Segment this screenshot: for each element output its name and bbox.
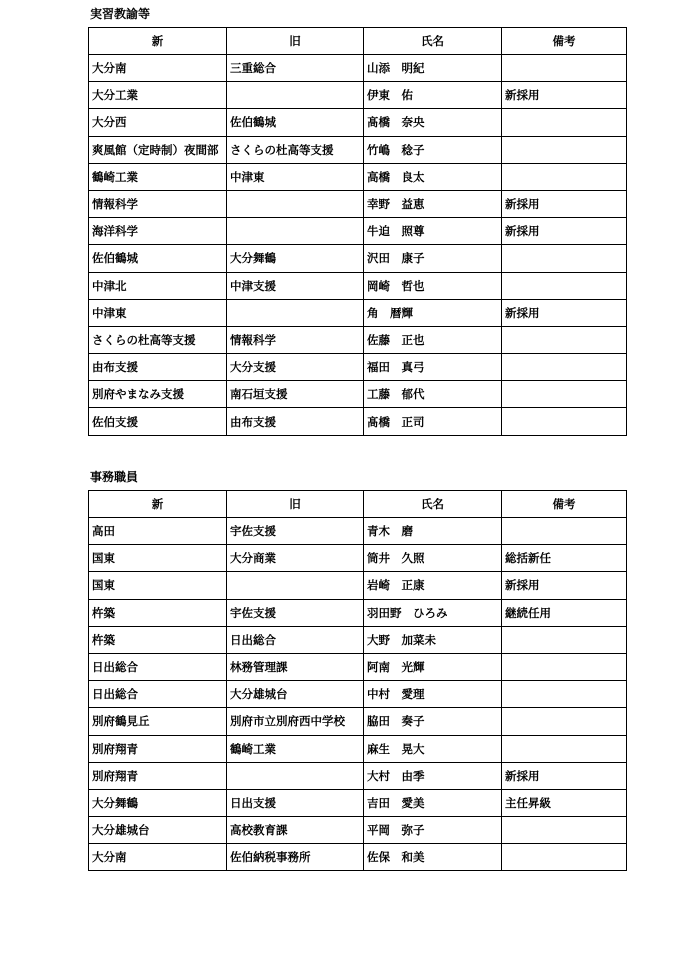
table-row <box>89 518 627 545</box>
cell-person-name: 大村 由季 <box>364 762 502 789</box>
column-header-remarks: 備考 <box>502 491 627 518</box>
cell-person-name: 岩崎 正康 <box>364 572 502 599</box>
cell-old-school: 三重総合 <box>227 55 364 82</box>
cell-new-school: 国東 <box>89 545 227 572</box>
cell-person-name: 髙橋 正司 <box>364 408 502 435</box>
cell-person-name: 青木 磨 <box>364 518 502 545</box>
cell-new-school: 別府翔青 <box>89 735 227 762</box>
cell-person-name: 高橋 良太 <box>364 163 502 190</box>
cell-person-name: 工藤 郁代 <box>364 381 502 408</box>
cell-old-school: 中津東 <box>227 163 364 190</box>
cell-remarks <box>502 381 627 408</box>
table-row <box>89 163 627 190</box>
table-row <box>89 55 627 82</box>
table-header-row <box>89 491 627 518</box>
table-row <box>89 381 627 408</box>
cell-old-school: 別府市立別府西中学校 <box>227 708 364 735</box>
cell-remarks: 新採用 <box>502 218 627 245</box>
cell-remarks <box>502 626 627 653</box>
table-row <box>89 789 627 816</box>
cell-remarks <box>502 735 627 762</box>
cell-person-name: 沢田 康子 <box>364 245 502 272</box>
cell-old-school: 日出支援 <box>227 789 364 816</box>
cell-old-school: 日出総合 <box>227 626 364 653</box>
cell-remarks <box>502 708 627 735</box>
roster-table-jisshu-kyoyu <box>88 27 627 436</box>
table-row <box>89 708 627 735</box>
cell-old-school: さくらの杜高等支援 <box>227 136 364 163</box>
cell-person-name: 佐藤 正也 <box>364 326 502 353</box>
table-row <box>89 626 627 653</box>
cell-new-school: 大分雄城台 <box>89 817 227 844</box>
column-header-name: 氏名 <box>364 491 502 518</box>
cell-new-school: 大分南 <box>89 55 227 82</box>
cell-person-name: 岡崎 哲也 <box>364 272 502 299</box>
cell-remarks <box>502 354 627 381</box>
cell-remarks <box>502 55 627 82</box>
cell-remarks: 継続任用 <box>502 599 627 626</box>
section-title-jimu-shokuin: 事務職員 <box>90 470 139 484</box>
cell-remarks <box>502 518 627 545</box>
cell-remarks <box>502 681 627 708</box>
cell-person-name: 大野 加菜未 <box>364 626 502 653</box>
cell-remarks: 新採用 <box>502 572 627 599</box>
cell-new-school: さくらの杜高等支援 <box>89 326 227 353</box>
cell-remarks <box>502 844 627 871</box>
cell-old-school <box>227 190 364 217</box>
cell-old-school <box>227 299 364 326</box>
table-row <box>89 136 627 163</box>
cell-new-school: 高田 <box>89 518 227 545</box>
column-header-new: 新 <box>89 491 227 518</box>
column-header-remarks: 備考 <box>502 28 627 55</box>
cell-new-school: 別府やまなみ支援 <box>89 381 227 408</box>
cell-person-name: 山添 明紀 <box>364 55 502 82</box>
cell-old-school: 佐伯鶴城 <box>227 109 364 136</box>
cell-remarks <box>502 109 627 136</box>
cell-new-school: 別府鶴見丘 <box>89 708 227 735</box>
table-row <box>89 354 627 381</box>
cell-remarks: 新採用 <box>502 762 627 789</box>
cell-remarks <box>502 272 627 299</box>
cell-new-school: 杵築 <box>89 599 227 626</box>
table-row <box>89 735 627 762</box>
cell-person-name: 角 暦輝 <box>364 299 502 326</box>
cell-person-name: 脇田 奏子 <box>364 708 502 735</box>
cell-old-school <box>227 762 364 789</box>
roster-table-jimu-shokuin <box>88 490 627 871</box>
cell-new-school: 大分西 <box>89 109 227 136</box>
cell-old-school: 宇佐支援 <box>227 599 364 626</box>
table-row <box>89 681 627 708</box>
cell-remarks <box>502 653 627 680</box>
cell-old-school <box>227 218 364 245</box>
cell-new-school: 佐伯鶴城 <box>89 245 227 272</box>
cell-person-name: 吉田 愛美 <box>364 789 502 816</box>
cell-old-school: 鶴崎工業 <box>227 735 364 762</box>
cell-old-school: 情報科学 <box>227 326 364 353</box>
cell-new-school: 由布支援 <box>89 354 227 381</box>
cell-person-name: 髙橋 奈央 <box>364 109 502 136</box>
cell-person-name: 麻生 晃大 <box>364 735 502 762</box>
cell-remarks: 総括新任 <box>502 545 627 572</box>
table-header-row <box>89 28 627 55</box>
cell-old-school: 大分雄城台 <box>227 681 364 708</box>
cell-old-school: 南石垣支援 <box>227 381 364 408</box>
cell-person-name: 幸野 益恵 <box>364 190 502 217</box>
table-row <box>89 82 627 109</box>
cell-person-name: 伊東 佑 <box>364 82 502 109</box>
column-header-name: 氏名 <box>364 28 502 55</box>
cell-old-school: 大分支援 <box>227 354 364 381</box>
cell-old-school: 宇佐支援 <box>227 518 364 545</box>
cell-new-school: 大分舞鶴 <box>89 789 227 816</box>
table-row <box>89 762 627 789</box>
cell-remarks <box>502 326 627 353</box>
cell-remarks: 新採用 <box>502 299 627 326</box>
table-row <box>89 299 627 326</box>
column-header-new: 新 <box>89 28 227 55</box>
cell-new-school: 佐伯支援 <box>89 408 227 435</box>
cell-remarks <box>502 136 627 163</box>
cell-old-school: 大分商業 <box>227 545 364 572</box>
table-row <box>89 245 627 272</box>
cell-old-school: 林務管理課 <box>227 653 364 680</box>
cell-remarks: 新採用 <box>502 190 627 217</box>
cell-old-school <box>227 82 364 109</box>
table-row <box>89 218 627 245</box>
table-row <box>89 599 627 626</box>
cell-new-school: 日出総合 <box>89 681 227 708</box>
cell-new-school: 中津北 <box>89 272 227 299</box>
cell-person-name: 中村 愛理 <box>364 681 502 708</box>
cell-new-school: 大分工業 <box>89 82 227 109</box>
table-row <box>89 109 627 136</box>
cell-old-school: 佐伯納税事務所 <box>227 844 364 871</box>
cell-new-school: 爽風館（定時制）夜間部 <box>89 136 227 163</box>
cell-old-school: 高校教育課 <box>227 817 364 844</box>
column-header-old: 旧 <box>227 28 364 55</box>
cell-new-school: 別府翔青 <box>89 762 227 789</box>
cell-person-name: 牛迫 照尊 <box>364 218 502 245</box>
cell-new-school: 国東 <box>89 572 227 599</box>
section-title-jisshu-kyoyu: 実習教諭等 <box>90 7 151 21</box>
cell-new-school: 情報科学 <box>89 190 227 217</box>
cell-old-school <box>227 572 364 599</box>
table-row <box>89 844 627 871</box>
cell-remarks <box>502 245 627 272</box>
cell-remarks: 主任昇級 <box>502 789 627 816</box>
cell-old-school: 大分舞鶴 <box>227 245 364 272</box>
cell-person-name: 竹嶋 稔子 <box>364 136 502 163</box>
table-row <box>89 190 627 217</box>
cell-old-school: 由布支援 <box>227 408 364 435</box>
table-row <box>89 408 627 435</box>
cell-new-school: 海洋科学 <box>89 218 227 245</box>
table-row <box>89 272 627 299</box>
table-row <box>89 326 627 353</box>
table-row <box>89 545 627 572</box>
cell-old-school: 中津支援 <box>227 272 364 299</box>
cell-person-name: 佐保 和美 <box>364 844 502 871</box>
cell-remarks <box>502 817 627 844</box>
cell-remarks: 新採用 <box>502 82 627 109</box>
cell-remarks <box>502 163 627 190</box>
cell-person-name: 筒井 久照 <box>364 545 502 572</box>
cell-new-school: 大分南 <box>89 844 227 871</box>
cell-remarks <box>502 408 627 435</box>
cell-new-school: 鶴崎工業 <box>89 163 227 190</box>
cell-new-school: 杵築 <box>89 626 227 653</box>
cell-person-name: 阿南 光輝 <box>364 653 502 680</box>
cell-new-school: 日出総合 <box>89 653 227 680</box>
cell-person-name: 福田 真弓 <box>364 354 502 381</box>
cell-person-name: 平岡 弥子 <box>364 817 502 844</box>
table-row <box>89 653 627 680</box>
table-row <box>89 817 627 844</box>
cell-new-school: 中津東 <box>89 299 227 326</box>
cell-person-name: 羽田野 ひろみ <box>364 599 502 626</box>
table-row <box>89 572 627 599</box>
column-header-old: 旧 <box>227 491 364 518</box>
